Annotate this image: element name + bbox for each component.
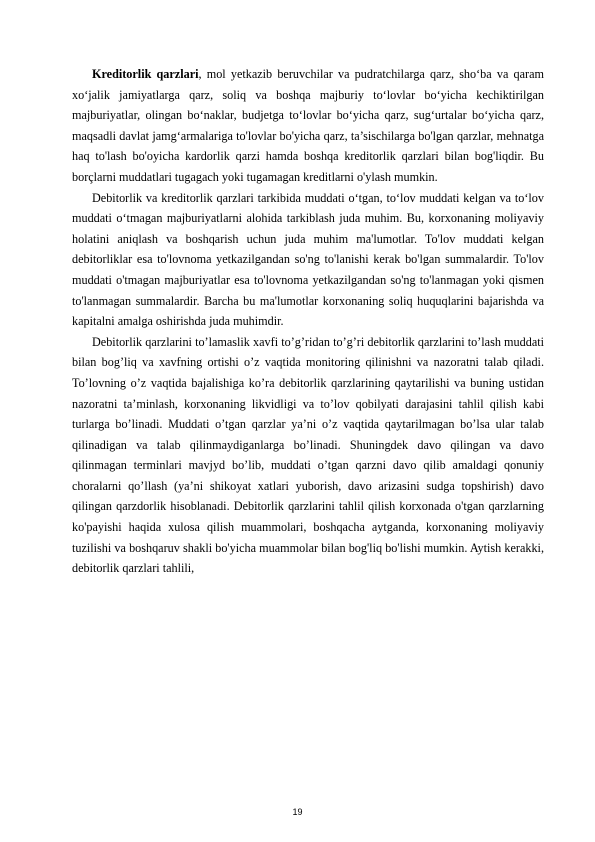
page-number: 19: [292, 807, 303, 817]
paragraph-1-lead: Kreditorlik qarzlari: [92, 67, 199, 81]
paragraph-1: [72, 64, 544, 188]
paragraph-3: [72, 332, 544, 579]
paragraph-2-text: Debitorlik va kreditorlik qarzlari tarkibida muddati o‘tgan, to‘lov muddati kelgan va to‘lov muddati o‘tmagan majburiyatlarni alohida tarkiblash juda muhim. Bu, korxonaning moliyaviy holatini aniqlash va boshqarish uchun juda muhim ma'lumotlar. To'lov muddati kelgan debitorliklar esa to'lovnoma yetkazilgandan so'ng to'lanishi kerak bo'lgan summalardir. To'lov muddati o'tmagan majburiyatlar esa to'lovnoma yetkazilgandan so'ng to'lanmagan yoki qismen to'lanmagan summalardir. Barcha bu ma'lumotlar korxonaning soliq huquqlarini bajarishda va kapitalni amalga oshirishda juda muhimdir.: [72, 190, 544, 329]
body-text: [72, 64, 544, 579]
paragraph-2: [72, 188, 544, 332]
paragraph-3-text: Debitorlik qarzlarini to’lamaslik xavfi to’g’ridan to’g’ri debitorlik qarzlarini to’lash muddati bilan bog’liq va xavfning ortishi o’z vaqtida monitoring qilinishni va nazoratni talab qiladi. To’lovning o’z vaqtida bajalishiga ko’ra debitorlik qarzlarining qaytarilishi va buning ustidan nazoratni ta’minlash, korxonaning likvidligi va to’lov qobilyati darajasini tahlil qilish kabi turlarga bo’linadi. Muddati o’tgan qarzlar ya’ni o’z vaqtida qaytarilmagan bo’lsa ular talab qilinadigan va talab qilinmaydiganlarga bo’linadi. Shuningdek davo qilingan va davo qilinmagan terminlari mavjyd bo’lib, muddati o’tgan qarzni davo qilib amaldagi qonuniy choralarni qo’llash (ya’ni shikoyat xatlari yuborish, davo arizasini sudga topshirish) davo qilingan qarzdorlik hisoblanadi. Debitorlik qarzlarini tahlil qilish korxonada o'tgan qarzlarning ko'payishi haqida xulosa qilish muammolari, boshqacha aytganda, korxonaning moliyaviy tuzilishi va boshqaruv shakli bo'yicha muammolar bilan bog'liq bo'lishi mumkin. Aytish kerakki, debitorlik qarzlari tahlili,: [72, 334, 544, 576]
paragraph-1-text: , mol yetkazib beruvchilar va pudratchilarga qarz, sho‘ba va qaram xo‘jalik jamiyatlarga qarz, soliq va boshqa majburiy to‘lovlar bo‘yicha kechiktirilgan majburiyatlar, olingan bo‘naklar, budjetga to‘lovlar bo‘yicha qarz, sug‘urtalar bo‘yicha qarz, maqsadli davlat jamg‘armalariga to'lovlar bo'yicha qarz, ta’sischilarga bo'lgan qarzlar, mehnatga haq to'lash bo'oyicha kardorlik qarzi hamda boshqa kreditorlik qarzlari bilan bog'liqdir. Bu borçlarni muddatlari tugagach yoki tugamagan kreditlarni o'ylash mumkin.: [72, 67, 544, 184]
